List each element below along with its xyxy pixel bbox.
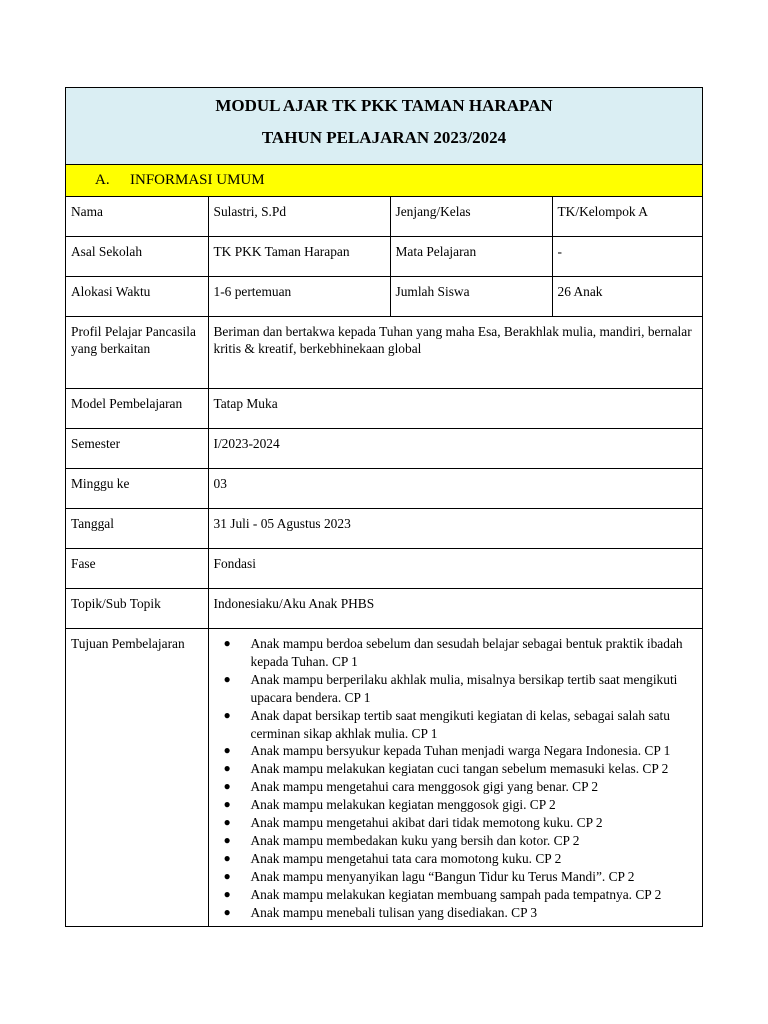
row-value: Tatap Muka bbox=[208, 389, 702, 429]
section-heading bbox=[66, 165, 702, 197]
row-key: Asal Sekolah bbox=[66, 237, 208, 277]
row-value: I/2023-2024 bbox=[208, 429, 702, 469]
bullet-icon: ● bbox=[223, 850, 231, 865]
bullet-icon: ● bbox=[223, 904, 231, 919]
row-key: Profil Pelajar Pancasila yang berkaitan bbox=[66, 317, 208, 389]
row-value: Indonesiaku/Aku Anak PHBS bbox=[208, 589, 702, 629]
bullet-icon: ● bbox=[223, 671, 231, 686]
section-letter: A. bbox=[95, 172, 110, 188]
table-row bbox=[66, 549, 702, 589]
bullet-icon: ● bbox=[223, 886, 231, 901]
row-key: Model Pembelajaran bbox=[66, 389, 208, 429]
row-key: Topik/Sub Topik bbox=[66, 589, 208, 629]
list-item bbox=[224, 850, 698, 868]
table-row bbox=[66, 317, 702, 389]
list-item bbox=[224, 832, 698, 850]
row-key: Tujuan Pembelajaran bbox=[66, 629, 208, 926]
row-value: - bbox=[552, 237, 702, 277]
list-item bbox=[224, 671, 698, 707]
bullet-icon: ● bbox=[223, 832, 231, 847]
bullet-icon: ● bbox=[223, 868, 231, 883]
table-row bbox=[66, 469, 702, 509]
goals-cell bbox=[208, 629, 702, 926]
bullet-icon: ● bbox=[223, 636, 231, 650]
row-value: Fondasi bbox=[208, 549, 702, 589]
row-key: Semester bbox=[66, 429, 208, 469]
table-row bbox=[66, 389, 702, 429]
goal-text: Anak mampu menebali tulisan yang disediakan. CP 3 bbox=[250, 904, 538, 920]
goal-text: Anak mampu membedakan kuku yang bersih dan kotor. CP 2 bbox=[250, 832, 580, 848]
row-value: 1-6 pertemuan bbox=[208, 277, 390, 317]
row-key: Jumlah Siswa bbox=[390, 277, 552, 317]
row-value: Sulastri, S.Pd bbox=[208, 197, 390, 237]
list-item bbox=[224, 707, 698, 743]
list-item bbox=[224, 886, 698, 904]
bullet-icon: ● bbox=[223, 743, 231, 758]
goal-text: Anak mampu mengetahui tata cara momotong kuku. CP 2 bbox=[250, 850, 562, 866]
list-item bbox=[224, 742, 698, 760]
row-value: 26 Anak bbox=[552, 277, 702, 317]
goal-text: Anak mampu mengetahui akibat dari tidak memotong kuku. CP 2 bbox=[250, 815, 603, 831]
document-subtitle: TAHUN PELAJARAN 2023/2024 bbox=[261, 128, 507, 147]
list-item bbox=[224, 904, 698, 922]
row-value: TK PKK Taman Harapan bbox=[208, 237, 390, 277]
goal-text: Anak mampu melakukan kegiatan membuang sampah pada tempatnya. CP 2 bbox=[250, 886, 662, 902]
table-row bbox=[66, 629, 702, 926]
row-key: Minggu ke bbox=[66, 469, 208, 509]
title-block bbox=[66, 88, 702, 165]
bullet-icon: ● bbox=[223, 779, 231, 794]
goal-text: Anak mampu menyanyikan lagu “Bangun Tidur ku Terus Mandi”. CP 2 bbox=[250, 868, 635, 884]
goals-list bbox=[214, 635, 698, 922]
section-label: INFORMASI UMUM bbox=[130, 172, 265, 188]
bullet-icon: ● bbox=[223, 761, 231, 776]
list-item bbox=[224, 814, 698, 832]
table-row bbox=[66, 509, 702, 549]
row-key: Alokasi Waktu bbox=[66, 277, 208, 317]
row-key: Tanggal bbox=[66, 509, 208, 549]
row-value: 03 bbox=[208, 469, 702, 509]
goal-text: Anak dapat bersikap tertib saat mengikuti kegiatan di kelas, sebagai salah satu cerminan sikap akhlak mulia. CP 1 bbox=[250, 707, 670, 741]
table-row bbox=[66, 589, 702, 629]
goal-text: Anak mampu berdoa sebelum dan sesudah belajar sebagai bentuk praktik ibadah kepada Tuhan. CP 1 bbox=[250, 636, 683, 669]
row-key: Nama bbox=[66, 197, 208, 237]
info-table bbox=[66, 197, 702, 926]
row-value: TK/Kelompok A bbox=[552, 197, 702, 237]
table-row bbox=[66, 237, 702, 277]
goal-text: Anak mampu bersyukur kepada Tuhan menjadi warga Negara Indonesia. CP 1 bbox=[250, 743, 671, 759]
row-value: 31 Juli - 05 Agustus 2023 bbox=[208, 509, 702, 549]
document-page bbox=[65, 87, 703, 927]
bullet-icon: ● bbox=[223, 707, 231, 722]
document-title: MODUL AJAR TK PKK TAMAN HARAPAN bbox=[215, 96, 553, 115]
row-key: Jenjang/Kelas bbox=[390, 197, 552, 237]
goal-text: Anak mampu melakukan kegiatan cuci tangan sebelum memasuki kelas. CP 2 bbox=[250, 761, 669, 777]
bullet-icon: ● bbox=[223, 797, 231, 812]
list-item bbox=[224, 868, 698, 886]
row-key: Fase bbox=[66, 549, 208, 589]
goal-text: Anak mampu melakukan kegiatan menggosok gigi. CP 2 bbox=[250, 797, 556, 813]
list-item bbox=[224, 635, 698, 671]
goal-text: Anak mampu mengetahui cara menggosok gigi yang benar. CP 2 bbox=[250, 779, 599, 795]
row-key: Mata Pelajaran bbox=[390, 237, 552, 277]
goal-text: Anak mampu berperilaku akhlak mulia, misalnya bersikap tertib saat mengikuti upacara bendera. CP 1 bbox=[250, 671, 678, 705]
row-value: Beriman dan bertakwa kepada Tuhan yang maha Esa, Berakhlak mulia, mandiri, bernalar kritis & kreatif, berkebhinekaan global bbox=[208, 317, 702, 389]
list-item bbox=[224, 796, 698, 814]
bullet-icon: ● bbox=[223, 815, 231, 830]
table-row bbox=[66, 197, 702, 237]
list-item bbox=[224, 760, 698, 778]
table-row bbox=[66, 277, 702, 317]
list-item bbox=[224, 778, 698, 796]
table-row bbox=[66, 429, 702, 469]
